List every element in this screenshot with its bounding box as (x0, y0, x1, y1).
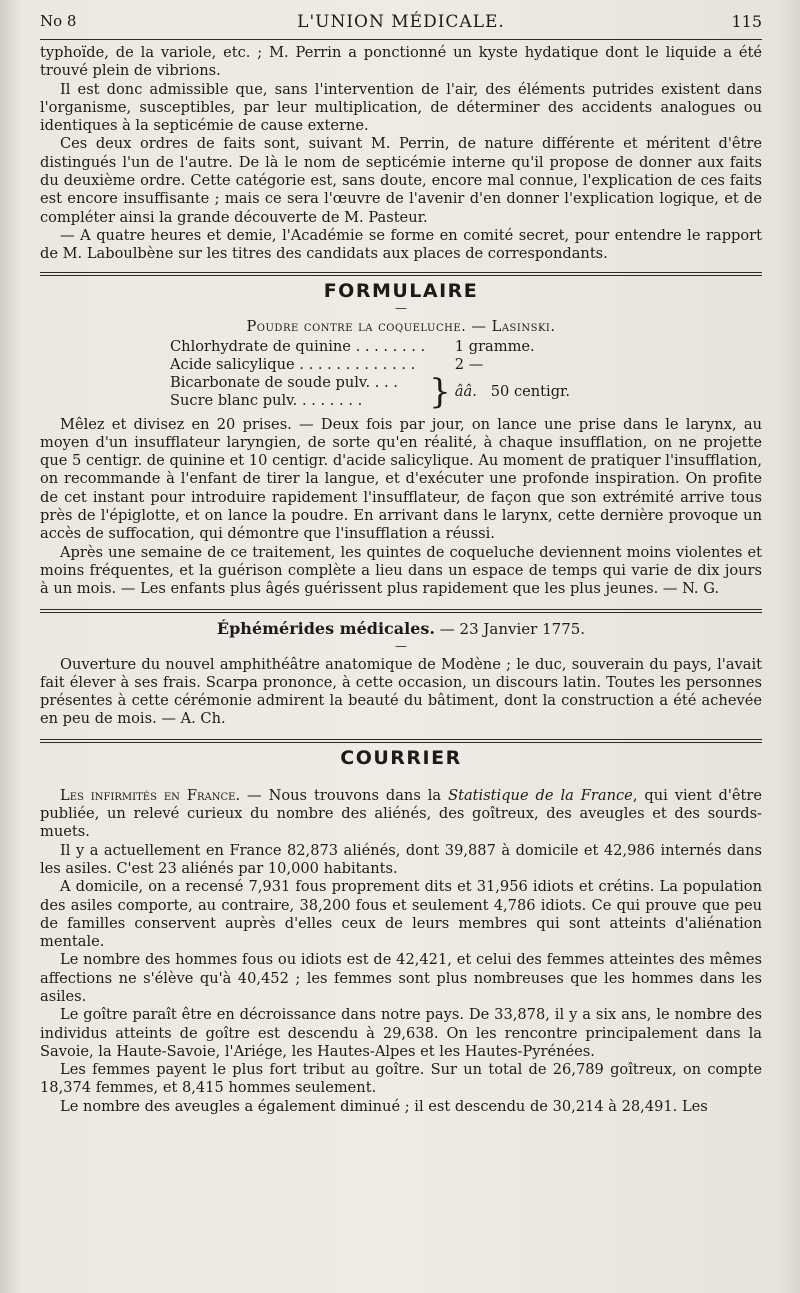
recipe-table (170, 338, 574, 410)
paragraph: typhoïde, de la variole, etc. ; M. Perrin a ponctionné un kyste hydatique dont le liquide a été trouvé plein de vibrions. (40, 44, 762, 80)
section-rule (40, 609, 762, 613)
issue-number: No 8 (40, 12, 77, 30)
paragraph: Il est donc admissible que, sans l'intervention de l'air, des éléments putrides existent dans l'organisme, susceptibles, par leur multiplication, de déterminer des accidents analogues ou identiques à la septicémie de cause externe. (40, 80, 762, 135)
ana-abbreviation: ââ. (454, 382, 477, 400)
section-heading-courrier: COURRIER (340, 746, 462, 769)
ingredient-qty: 2 — (454, 355, 484, 373)
paragraph: — A quatre heures et demie, l'Académie se forme en comité secret, pour entendre le rapport de M. Laboulbène sur les titres des candidats aux places de correspondants. (40, 226, 762, 263)
recipe-title: Poudre contre la coqueluche. — Lasinski. (246, 317, 556, 335)
ingredient-name: Acide salicylique . . . . . . . . . . . . . (170, 355, 416, 373)
ingredient-qty: 50 centigr. (490, 382, 571, 400)
header-rule (40, 39, 762, 40)
paragraph: Ces deux ordres de faits sont, suivant M. Perrin, de nature différente et méritent d'être distingués l'un de l'autre. De là le nom de septicémie interne qu'il propose de donner aux faits du deuxième ordre. Cette catégorie est, sans doute, encore mal connue, l'explication de ces faits est encore insuffisante ; mais ce sera l'œuvre de l'avenir d'en donner l'explication logique, et de compléter ainsi la grande découverte de M. Pasteur. (40, 135, 762, 226)
paragraph: Ouverture du nouvel amphithéâtre anatomique de Modène ; le duc, souverain du pays, l'avait fait élever à ses frais. Scarpa prononce, à cette occasion, un discours latin. Toutes les personnes présentes à cette cérémonie admirent la beauté du bâtiment, dont la construction a été achevée en peu de mois. — A. Ch. (40, 655, 762, 728)
section-heading-formulaire: FORMULAIRE (323, 279, 479, 302)
lead-paragraph: Les infirmités en France. — Nous trouvons dans la Statistique de la France, qui vient d'être publiée, un relevé curieux du nombre des aliénés, des goîtreux, des aveugles et des sourds-muets. (40, 786, 762, 841)
recipe-row (170, 356, 574, 374)
ephemerides-date: — 23 Janvier 1775. (439, 619, 586, 638)
paragraph: Le nombre des hommes fous ou idiots est de 42,421, et celui des femmes atteintes des mêmes affections ne s'élève qu'à 40,452 ; les femmes sont plus nombreuses que les hommes dans les asiles. (40, 951, 762, 1005)
paragraph: Mêlez et divisez en 20 prises. — Deux fois par jour, on lance une prise dans le larynx, au moyen d'un insufflateur laryngien, de sorte qu'en réalité, à chaque insufflation, on ne projette que 5 centigr. de quinine et 10 centigr. d'acide salicylique. Au moment de pratiquer l'insufflation, on recommande à l'enfant de tirer la langue, et d'exécuter une profonde inspiration. On profite de cet instant pour introduire rapidement l'insufflateur, de façon que son extrémité arrive tous près de l'épiglotte, et on lance la poudre. En arrivant dans le larynx, cette dernière provoque un accès de suffocation, qui démontre que l'insufflation a réussi. (40, 415, 762, 543)
page-number: 115 (731, 12, 762, 31)
paragraph: Le nombre des aveugles a également diminué ; il est descendu de 30,214 à 28,491. Les (60, 1097, 708, 1115)
paragraph: Les femmes payent le plus fort tribut au goître. Sur un total de 26,789 goîtreux, on compte 18,374 femmes, et 8,415 hommes seulement. (40, 1061, 762, 1097)
paragraph: Après une semaine de ce traitement, les quintes de coqueluche deviennent moins violentes et moins fréquentes, et la guérison complète a lieu dans un espace de temps qui varie de dix jours à un mois. — Les enfants plus âgés guérissent plus rapidement que les plus jeunes. — N. G. (40, 543, 762, 598)
journal-title: L'UNION MÉDICALE. (297, 12, 505, 32)
section-rule (40, 739, 762, 743)
lead-label: Les infirmités en France. (60, 786, 241, 804)
ephemerides-section (40, 619, 762, 729)
paragraph: Il y a actuellement en France 82,873 aliénés, dont 39,887 à domicile et 42,986 internés dans les asiles. C'est 23 aliénés par 10,000 habitants. (40, 841, 762, 877)
ingredient-name: Chlorhydrate de quinine . . . . . . . . (170, 337, 426, 355)
ephemerides-title: Éphémérides médicales. (216, 618, 435, 638)
ingredient-name: Sucre blanc pulv. . . . . . . . (170, 391, 363, 409)
ingredient-qty: 1 gramme. (454, 337, 535, 355)
formulaire-section (40, 280, 762, 599)
paragraph: A domicile, on a recensé 7,931 fous proprement dits et 31,956 idiots et crétins. La population des asiles comporte, au contraire, 38,200 fous et seulement 4,786 idiots. Ce qui prouve que peu de familles conservent auprès d'elles ceux de leurs membres qui sont atteints d'aliénation mentale. (40, 878, 762, 951)
paragraph: Le goître paraît être en décroissance dans notre pays. De 33,878, il y a six ans, le nombre des individus atteints de goître est descendu à 29,638. On les rencontre principalement dans la Savoie, la Haute-Savoie, l'Ariége, les Hautes-Alpes et les Hautes-Pyrénées. (40, 1006, 762, 1060)
publication-title: Statistique de la France (448, 786, 633, 804)
intro-section (40, 44, 762, 264)
courrier-section (40, 747, 762, 1116)
section-rule (40, 272, 762, 276)
ingredient-name: Bicarbonate de soude pulv. . . . (170, 373, 398, 391)
heading-dash: — (395, 638, 407, 653)
recipe-row (170, 374, 574, 392)
running-header (40, 6, 762, 36)
ephemerides-heading (40, 619, 762, 638)
recipe-row (170, 338, 574, 356)
heading-dash: — (395, 300, 407, 315)
brace-icon: } (429, 371, 451, 412)
